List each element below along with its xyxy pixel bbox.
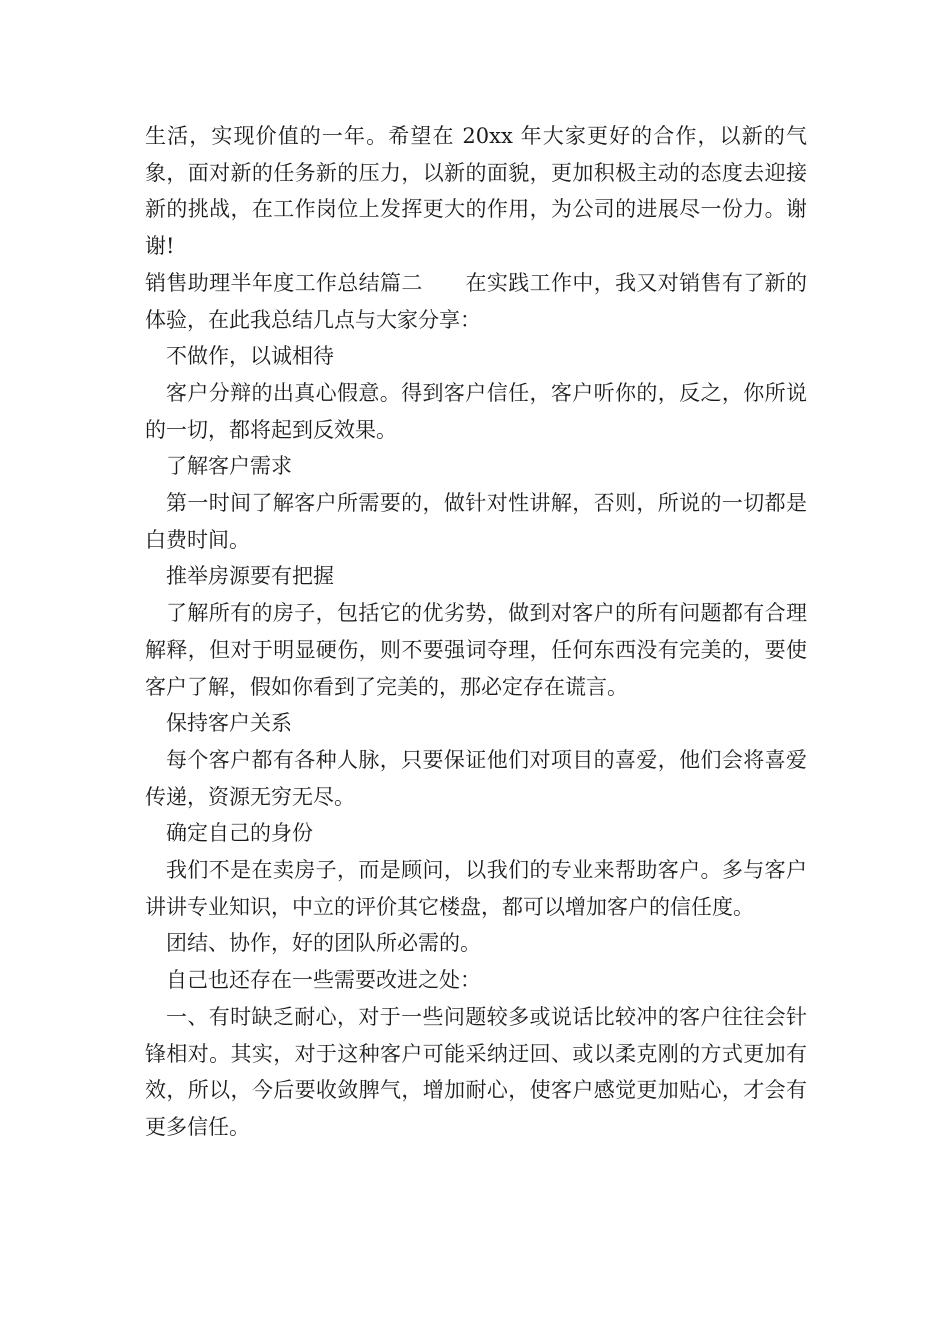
point-heading-sincerity: 不做作，以诚相待 [166,344,334,369]
paragraph-needs: 第一时间了解客户所需要的，做针对性讲解，否则，所说的一切都是白费时间。 [145,491,807,552]
paragraph-teamwork: 团结、协作，好的团队所必需的。 [166,931,481,956]
point-heading-needs: 了解客户需求 [166,454,292,479]
document-body [145,118,807,1146]
paragraph-1: 生活，实现价值的一年。希望在 20xx 年大家更好的合作，以新的气象，面对新的任务新的压力，以新的面貌，更加积极主动的态度去迎接新的挑战，在工作岗位上发挥更大的作用，为公司的进展尽一份力。谢谢! [145,124,807,259]
point-heading-identity: 确定自己的身份 [166,821,313,846]
point-heading-relations: 保持客户关系 [166,711,292,736]
paragraph-sincerity: 客户分辩的出真心假意。得到客户信任，客户听你的，反之，你所说的一切，都将起到反效果。 [145,380,807,442]
paragraph-improvements-intro: 自己也还存在一些需要改进之处： [166,968,481,993]
paragraph-2-section-heading: 销售助理半年度工作总结篇二 在实践工作中，我又对销售有了新的体验，在此我总结几点与大家分享： [145,270,807,332]
point-heading-listings: 推举房源要有把握 [166,564,334,589]
paragraph-identity: 我们不是在卖房子，而是顾问，以我们的专业来帮助客户。多与客户讲讲专业知识，中立的评价其它楼盘，都可以增加客户的信任度。 [145,858,807,919]
paragraph-listings: 了解所有的房子，包括它的优劣势，做到对客户的所有问题都有合理解释，但对于明显硬伤，则不要强词夺理，任何东西没有完美的，要使客户了解，假如你看到了完美的，那必定存在谎言。 [145,601,807,699]
paragraph-relations: 每个客户都有各种人脉，只要保证他们对项目的喜爱，他们会将喜爱传递，资源无穷无尽。 [145,747,807,809]
paragraph-improvement-1: 一、有时缺乏耐心，对于一些问题较多或说话比较冲的客户往往会针锋相对。其实，对于这种客户可能采纳迂回、或以柔克刚的方式更加有效，所以，今后要收敛脾气，增加耐心，使客户感觉更加贴心，才会有更多信任。 [145,1004,807,1139]
